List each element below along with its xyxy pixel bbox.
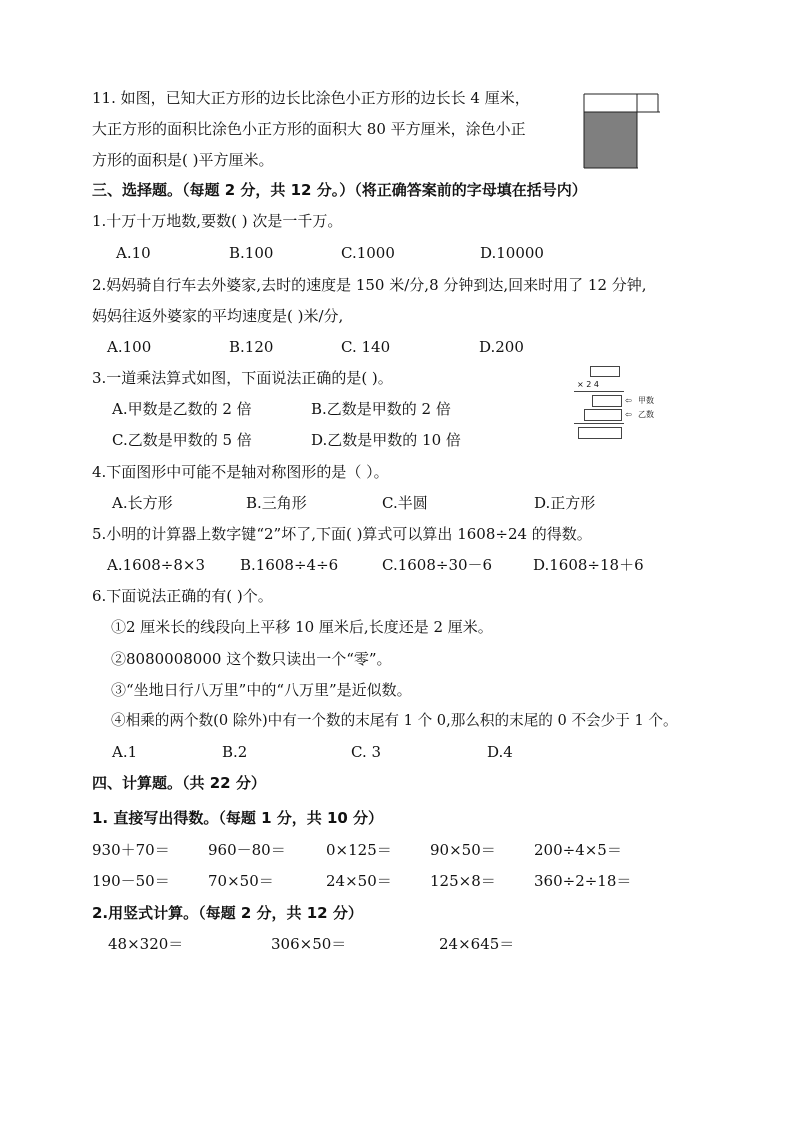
q2-option-a: A.100 bbox=[107, 338, 152, 356]
q6-option-d: D.4 bbox=[487, 743, 513, 761]
section4-title: 四、计算题。（共 22 分） bbox=[92, 774, 266, 792]
q1-option-d: D.10000 bbox=[480, 244, 544, 262]
blank-box-jia bbox=[592, 395, 622, 407]
q3-option-b: B.乙数是甲数的 2 倍 bbox=[311, 400, 451, 418]
calc-r1-4: 90×50＝ bbox=[430, 841, 496, 859]
q1-stem: 1.十万十万地数,要数( ) 次是一千万。 bbox=[92, 212, 343, 230]
q3-stem: 3.一道乘法算式如图，下面说法正确的是( )。 bbox=[92, 369, 393, 387]
q6-statement-2: ②8080008000 这个数只读出一个“零”。 bbox=[111, 650, 392, 668]
q6-statement-3: ③“坐地日行八万里”中的“八万里”是近似数。 bbox=[111, 681, 412, 699]
calc-r2-3: 24×50＝ bbox=[326, 872, 392, 890]
q2-option-c: C. 140 bbox=[341, 338, 391, 356]
q3-option-c: C.乙数是甲数的 5 倍 bbox=[112, 431, 252, 449]
q6-statement-4: ④相乘的两个数(0 除外)中有一个数的末尾有 1 个 0,那么积的末尾的 0 不会少于 1 个。 bbox=[111, 712, 678, 729]
calc-r1-2: 960－80＝ bbox=[208, 841, 286, 859]
q4-option-d: D.正方形 bbox=[534, 494, 596, 512]
q5-option-c: C.1608÷30－6 bbox=[382, 556, 493, 574]
rule-line-1 bbox=[574, 391, 624, 392]
vertical-calc-1: 48×320＝ bbox=[108, 935, 184, 953]
calc-r2-5: 360÷2÷18＝ bbox=[534, 872, 632, 890]
calc-r2-1: 190－50＝ bbox=[92, 872, 170, 890]
square-figure bbox=[582, 92, 662, 172]
shaded-small-square bbox=[584, 112, 637, 168]
q1-option-c: C.1000 bbox=[341, 244, 395, 262]
calc-r1-5: 200÷4×5＝ bbox=[534, 841, 622, 859]
part1-title: 1. 直接写出得数。（每题 1 分，共 10 分） bbox=[92, 809, 384, 827]
q5-option-a: A.1608÷8×3 bbox=[107, 556, 205, 574]
q2-line1: 2.妈妈骑自行车去外婆家,去时的速度是 150 米/分,8 分钟到达,回来时用了 12 分钟, bbox=[92, 276, 647, 294]
q5-option-d: D.1608÷18＋6 bbox=[533, 556, 644, 574]
q5-option-b: B.1608÷4÷6 bbox=[240, 556, 339, 574]
arrow-icon-a: ⇦ bbox=[625, 396, 632, 405]
blank-box-yi bbox=[584, 409, 622, 421]
calc-r2-4: 125×8＝ bbox=[430, 872, 496, 890]
q5-stem: 5.小明的计算器上数字键“2”坏了,下面( )算式可以算出 1608÷24 的得数。 bbox=[92, 525, 592, 543]
multiplier-label: × 2 4 bbox=[577, 380, 599, 389]
q3-option-a: A.甲数是乙数的 2 倍 bbox=[112, 400, 252, 418]
calc-r2-2: 70×50＝ bbox=[208, 872, 274, 890]
q6-stem: 6.下面说法正确的有( )个。 bbox=[92, 587, 273, 605]
blank-box-top bbox=[590, 366, 620, 377]
calc-r1-1: 930＋70＝ bbox=[92, 841, 170, 859]
vertical-calc-2: 306×50＝ bbox=[271, 935, 347, 953]
label-jia: 甲数 bbox=[638, 396, 654, 405]
q1-option-a: A.10 bbox=[116, 244, 151, 262]
q11-line3: 方形的面积是( )平方厘米。 bbox=[92, 151, 274, 169]
q6-option-b: B.2 bbox=[222, 743, 248, 761]
q6-statement-1: ①2 厘米长的线段向上平移 10 厘米后,长度还是 2 厘米。 bbox=[111, 618, 493, 636]
q1-option-b: B.100 bbox=[229, 244, 274, 262]
q11-line1: 11. 如图，已知大正方形的边长比涂色小正方形的边长长 4 厘米， bbox=[92, 89, 530, 107]
q4-stem: 4.下面图形中可能不是轴对称图形的是（ ）。 bbox=[92, 463, 389, 481]
rule-line-2 bbox=[574, 423, 624, 424]
q3-option-d: D.乙数是甲数的 10 倍 bbox=[311, 431, 461, 449]
q6-option-a: A.1 bbox=[112, 743, 138, 761]
q11-line2: 大正方形的面积比涂色小正方形的面积大 80 平方厘米，涂色小正 bbox=[92, 120, 526, 138]
label-yi: 乙数 bbox=[638, 410, 654, 419]
vertical-calc-3: 24×645＝ bbox=[439, 935, 515, 953]
q4-option-a: A.长方形 bbox=[112, 494, 173, 512]
q4-option-b: B.三角形 bbox=[246, 494, 307, 512]
q2-line2: 妈妈往返外婆家的平均速度是( )米/分, bbox=[92, 307, 344, 325]
part2-title: 2.用竖式计算。（每题 2 分，共 12 分） bbox=[92, 904, 363, 922]
q4-option-c: C.半圆 bbox=[382, 494, 428, 512]
q2-option-b: B.120 bbox=[229, 338, 274, 356]
section3-title: 三、选择题。（每题 2 分，共 12 分。）（将正确答案前的字母填在括号内） bbox=[92, 181, 587, 199]
blank-box-result bbox=[578, 427, 622, 439]
q2-option-d: D.200 bbox=[479, 338, 524, 356]
calc-r1-3: 0×125＝ bbox=[326, 841, 392, 859]
arrow-icon-b: ⇦ bbox=[625, 410, 632, 419]
q6-option-c: C. 3 bbox=[351, 743, 382, 761]
